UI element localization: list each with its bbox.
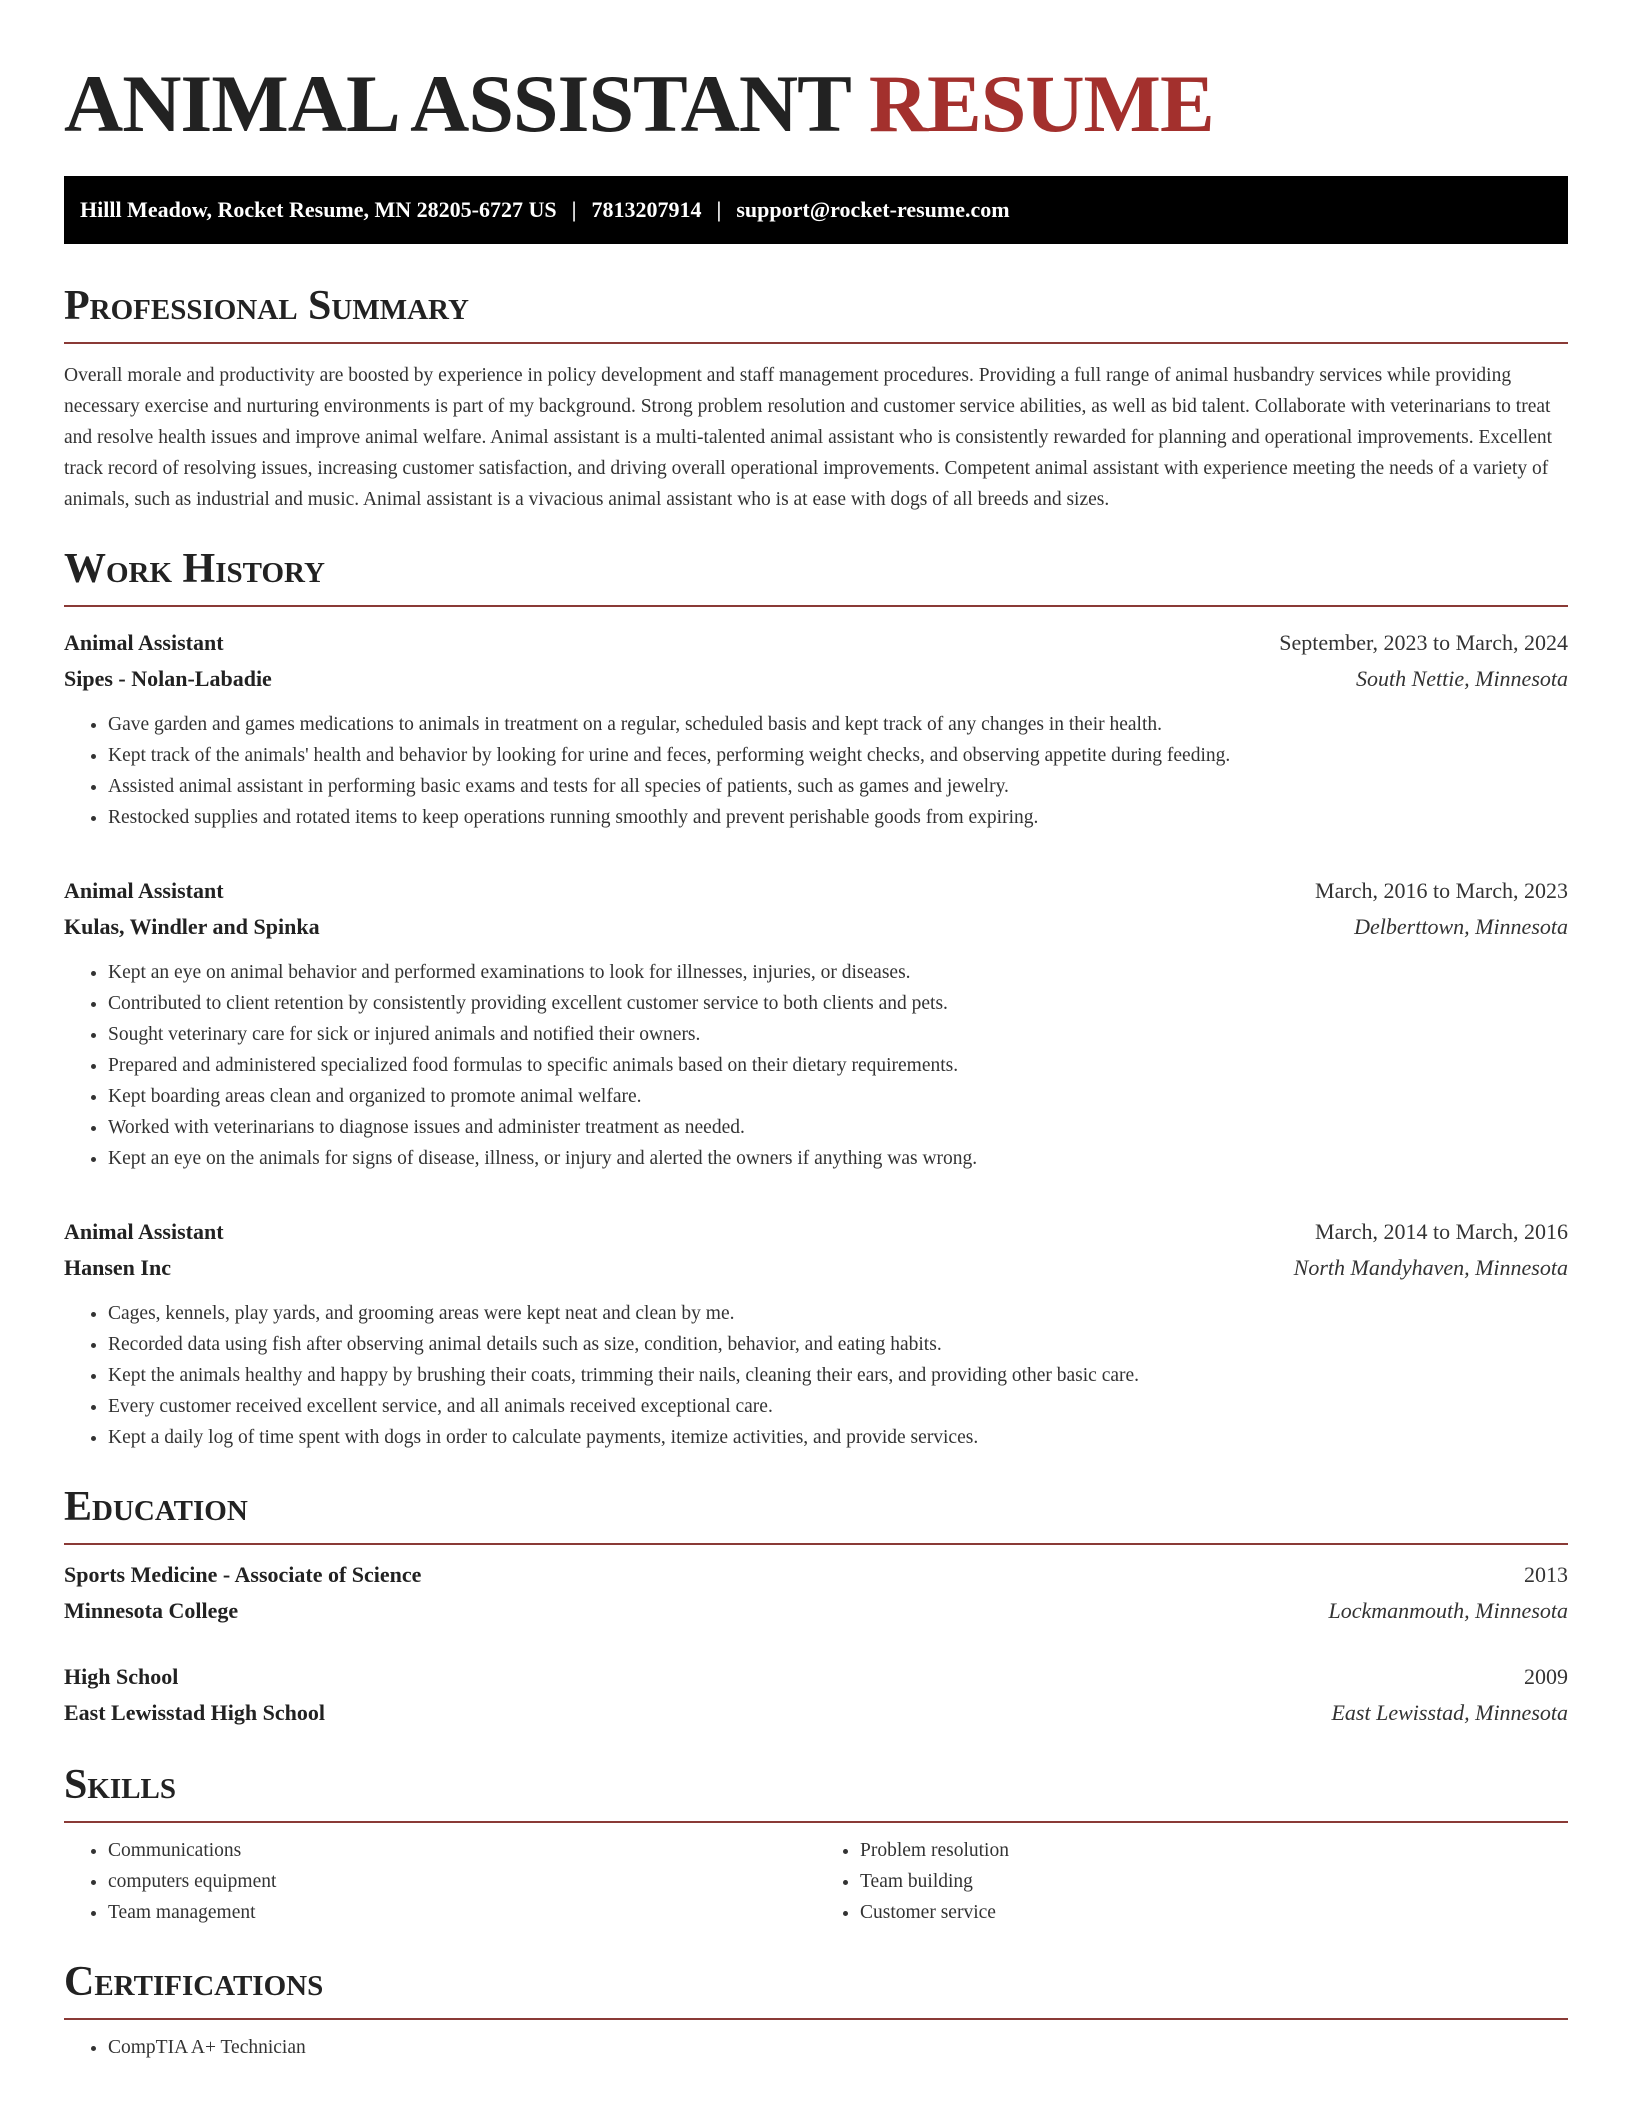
job-entry — [64, 1214, 1568, 1453]
job-bullets — [64, 709, 1568, 833]
summary-text: Overall morale and productivity are boosted by experience in policy development and staff management procedures. Providing a full range of animal husbandry services while providing necessary exercise and nurturing environments is part of my background. Strong problem resolution and customer service abilities, as well as bid talent. Collaborate with veterinarians to treat and resolve health issues and improve animal welfare. Animal assistant is a multi-talented animal assistant who is consistently rewarded for planning and operational improvements. Excellent track record of resolving issues, increasing customer satisfaction, and driving overall operational improvements. Competent animal assistant with experience meeting the needs of a variety of animals, such as industrial and music. Animal assistant is a vivacious animal assistant who is at ease with dogs of all breeds and sizes. — [64, 365, 1553, 510]
job-bullet: • Contributed to client retention by consistently providing excellent customer service to both clients and pets. — [108, 988, 1568, 1019]
education-entry — [64, 1659, 1568, 1731]
contact-separator: | — [716, 197, 722, 222]
job-title: Animal Assistant — [64, 1219, 224, 1244]
certifications-list — [64, 2032, 1568, 2063]
job-title: Animal Assistant — [64, 630, 224, 655]
job-bullets — [64, 957, 1568, 1174]
resume-title — [64, 58, 1568, 150]
education-year: 2009 — [1524, 1664, 1568, 1689]
summary-section — [64, 282, 1568, 515]
education-school: Minnesota College — [64, 1598, 239, 1623]
job-bullet: • Kept an eye on the animals for signs of disease, illness, or injury and alerted the owners if anything was wrong. — [108, 1143, 1568, 1174]
job-title: Animal Assistant — [64, 878, 224, 903]
job-company-row — [64, 1250, 1568, 1286]
skills-heading: Skills — [64, 1761, 1568, 1823]
skill-item: • Team building — [860, 1866, 1568, 1897]
work-history-section — [64, 545, 1568, 1453]
education-entry — [64, 1557, 1568, 1629]
job-company-row — [64, 661, 1568, 697]
title-main: ANIMAL ASSISTANT — [64, 58, 850, 149]
job-bullet: • Sought veterinary care for sick or injured animals and notified their owners. — [108, 1019, 1568, 1050]
job-dates: March, 2016 to March, 2023 — [1315, 878, 1568, 903]
skills-section — [64, 1761, 1568, 1928]
skill-item: • Team management — [108, 1897, 816, 1928]
job-bullet: • Kept track of the animals' health and behavior by looking for urine and feces, performing weight checks, and observing appetite during feeding. — [108, 740, 1568, 771]
education-location: Lockmanmouth, Minnesota — [1328, 1598, 1568, 1623]
work-history-heading: Work History — [64, 545, 1568, 607]
skills-list-left — [64, 1835, 816, 1928]
job-entry — [64, 625, 1568, 833]
contact-phone[interactable]: 7813207914 — [591, 197, 702, 222]
certification-item: • CompTIA A+ Technician — [108, 2032, 1568, 2063]
job-location: Delberttown, Minnesota — [1354, 914, 1568, 939]
education-degree: Sports Medicine - Associate of Science — [64, 1562, 422, 1587]
skill-item: • Communications — [108, 1835, 816, 1866]
job-bullet: • Kept a daily log of time spent with dogs in order to calculate payments, itemize activities, and provide services. — [108, 1422, 1568, 1453]
contact-email[interactable]: support@rocket-resume.com — [736, 197, 1010, 222]
job-dates: March, 2014 to March, 2016 — [1315, 1219, 1568, 1244]
job-header-row — [64, 873, 1568, 909]
job-bullet: • Recorded data using fish after observing animal details such as size, condition, behavior, and eating habits. — [108, 1329, 1568, 1360]
education-year: 2013 — [1524, 1562, 1568, 1587]
skill-item: • computers equipment — [108, 1866, 816, 1897]
job-company: Sipes - Nolan-Labadie — [64, 666, 272, 691]
job-company: Kulas, Windler and Spinka — [64, 914, 320, 939]
education-location: East Lewisstad, Minnesota — [1331, 1700, 1568, 1725]
job-bullet: • Restocked supplies and rotated items to keep operations running smoothly and prevent perishable goods from expiring. — [108, 802, 1568, 833]
job-header-row — [64, 1214, 1568, 1250]
summary-heading: Professional Summary — [64, 282, 1568, 344]
job-company-row — [64, 909, 1568, 945]
job-location: North Mandyhaven, Minnesota — [1293, 1255, 1568, 1280]
skills-list-right — [816, 1835, 1568, 1928]
job-location: South Nettie, Minnesota — [1355, 666, 1568, 691]
education-degree-row — [64, 1557, 1568, 1593]
job-bullet: • Kept an eye on animal behavior and performed examinations to look for illnesses, injuries, or diseases. — [108, 957, 1568, 988]
certifications-heading: Certifications — [64, 1958, 1568, 2020]
education-school-row — [64, 1593, 1568, 1629]
job-dates: September, 2023 to March, 2024 — [1279, 630, 1568, 655]
job-entry — [64, 873, 1568, 1174]
education-degree: High School — [64, 1664, 179, 1689]
job-header-row — [64, 625, 1568, 661]
title-accent: RESUME — [868, 58, 1214, 149]
contact-address: Hilll Meadow, Rocket Resume, MN 28205-6727 US — [80, 197, 557, 222]
job-bullet: • Kept boarding areas clean and organized to promote animal welfare. — [108, 1081, 1568, 1112]
job-bullets — [64, 1298, 1568, 1453]
job-bullet: • Assisted animal assistant in performing basic exams and tests for all species of patients, such as games and jewelry. — [108, 771, 1568, 802]
job-bullet: • Every customer received excellent service, and all animals received exceptional care. — [108, 1391, 1568, 1422]
certifications-section — [64, 1958, 1568, 2063]
job-company: Hansen Inc — [64, 1255, 171, 1280]
education-degree-row — [64, 1659, 1568, 1695]
education-school-row — [64, 1695, 1568, 1731]
contact-bar — [64, 176, 1568, 244]
job-bullet: • Kept the animals healthy and happy by brushing their coats, trimming their nails, cleaning their ears, and providing other basic care. — [108, 1360, 1568, 1391]
skills-columns — [64, 1835, 1568, 1928]
job-bullet: • Cages, kennels, play yards, and grooming areas were kept neat and clean by me. — [108, 1298, 1568, 1329]
skill-item: • Problem resolution — [860, 1835, 1568, 1866]
job-bullet: • Gave garden and games medications to animals in treatment on a regular, scheduled basis and kept track of any changes in their health. — [108, 709, 1568, 740]
job-bullet: • Prepared and administered specialized food formulas to specific animals based on their dietary requirements. — [108, 1050, 1568, 1081]
contact-separator: | — [571, 197, 577, 222]
job-bullet: • Worked with veterinarians to diagnose issues and administer treatment as needed. — [108, 1112, 1568, 1143]
skill-item: • Customer service — [860, 1897, 1568, 1928]
education-section — [64, 1483, 1568, 1731]
education-heading: Education — [64, 1483, 1568, 1545]
education-school: East Lewisstad High School — [64, 1700, 325, 1725]
